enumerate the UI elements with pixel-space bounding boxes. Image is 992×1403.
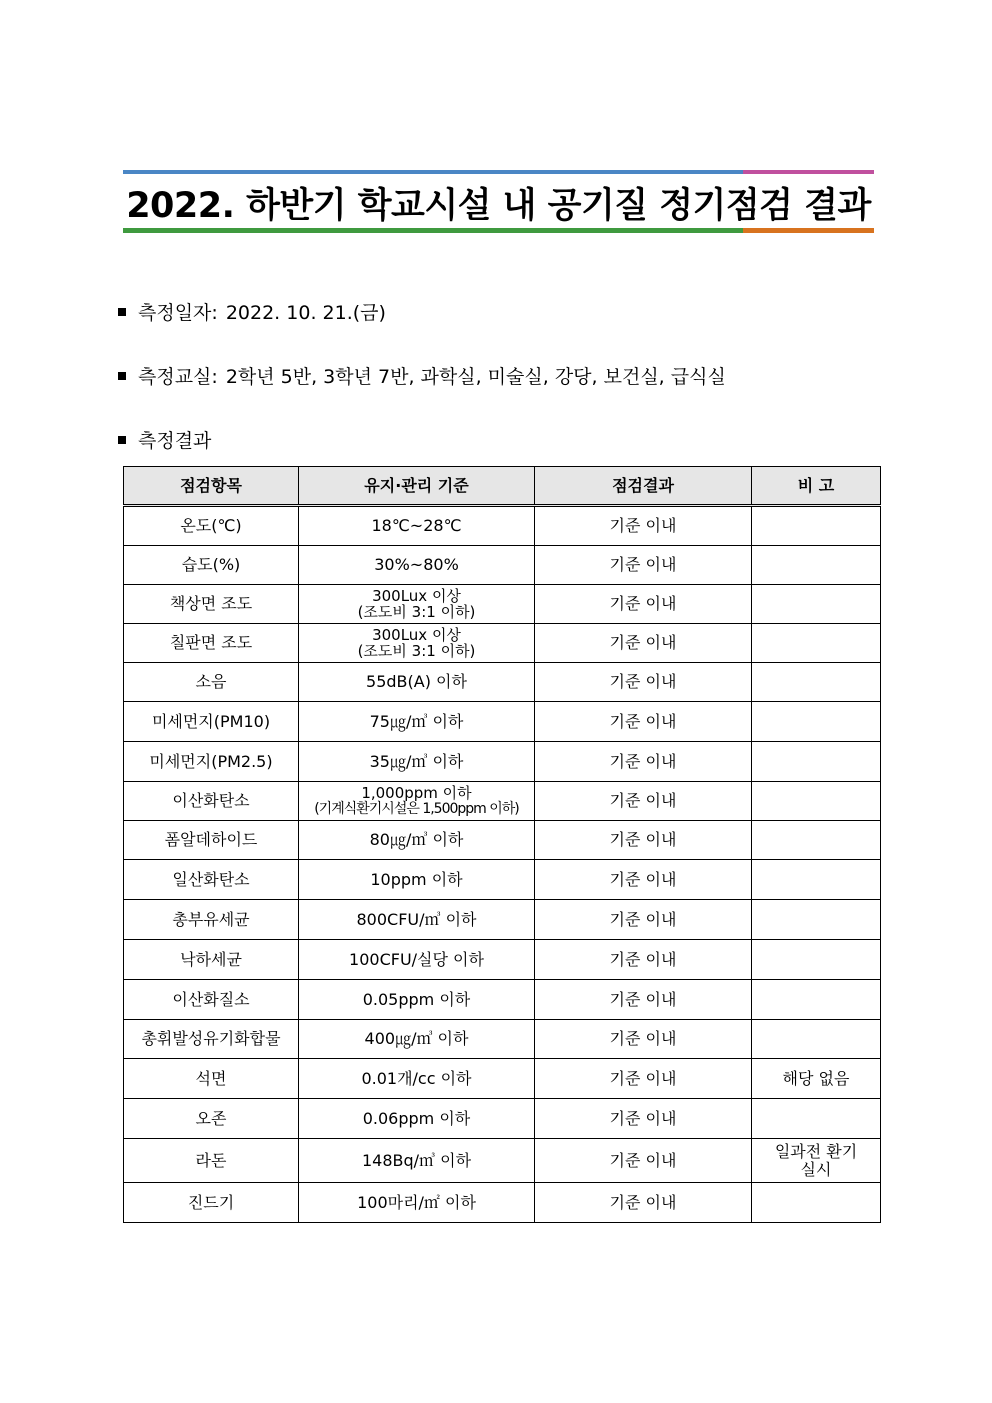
standard-cell (299, 663, 535, 702)
result-cell (535, 1139, 752, 1183)
standard-cell (299, 980, 535, 1020)
result-text: 기준 이내 (609, 516, 677, 536)
standard-subtext: (조도비 3:1 이하) (357, 642, 476, 660)
standard-text: 55dB(A) 이하 (366, 672, 467, 692)
item-text: 소음 (195, 672, 227, 692)
note-cell (752, 980, 881, 1020)
item-cell (124, 821, 299, 860)
item-text: 습도(%) (181, 555, 241, 575)
item-cell (124, 663, 299, 702)
standard-text: 10ppm 이하 (370, 869, 463, 889)
item-text: 라돈 (195, 1150, 227, 1170)
item-cell (124, 860, 299, 900)
item-cell (124, 742, 299, 782)
result-text: 기준 이내 (609, 751, 677, 771)
standard-cell (299, 624, 535, 663)
standard-text: 100CFU/실당 이하 (349, 949, 484, 969)
result-cell (535, 860, 752, 900)
result-text: 기준 이내 (609, 1150, 677, 1170)
header-item: 점검항목 (124, 467, 299, 506)
top-bar-blue (123, 170, 743, 174)
table-row (124, 663, 881, 702)
item-text: 폼알데하이드 (164, 830, 258, 850)
standard-text: 400㎍/㎥ 이하 (364, 1029, 469, 1049)
standard-text: 800CFU/㎥ 이하 (356, 909, 477, 929)
item-cell (124, 585, 299, 624)
standard-text: 30%~80% (374, 555, 459, 575)
result-text: 기준 이내 (609, 555, 677, 575)
note-cell (752, 546, 881, 585)
result-cell (535, 782, 752, 821)
standard-cell (299, 742, 535, 782)
header-standard: 유지·관리 기준 (299, 467, 535, 506)
note-cell (752, 1139, 881, 1183)
result-cell (535, 506, 752, 546)
item-text: 미세먼지(PM10) (151, 711, 271, 731)
top-bar-magenta (743, 170, 874, 174)
result-text: 기준 이내 (609, 594, 677, 614)
standard-text: 35㎍/㎥ 이하 (369, 751, 464, 771)
standard-text: 300Lux 이상 (372, 625, 461, 644)
table-row (124, 782, 881, 821)
standard-subtext: (기계식환기시설은 1,500ppm 이하) (314, 800, 519, 817)
item-text: 총휘발성유기화합물 (141, 1029, 281, 1049)
item-cell (124, 1059, 299, 1099)
note-cell (752, 585, 881, 624)
date-label: 측정일자: (138, 302, 218, 324)
table-row (124, 546, 881, 585)
table-row (124, 1059, 881, 1099)
note-text: 해당 없음 (782, 1068, 850, 1088)
title-top-bar (123, 170, 874, 174)
standard-cell (299, 782, 535, 821)
standard-cell (299, 1099, 535, 1139)
note-cell (752, 506, 881, 546)
item-cell (124, 940, 299, 980)
note-subtext: 실시 (800, 1159, 832, 1179)
result-cell (535, 980, 752, 1020)
item-cell (124, 702, 299, 742)
header-result: 점검결과 (535, 467, 752, 506)
table-header-row (124, 467, 881, 506)
standard-cell (299, 702, 535, 742)
item-text: 총부유세균 (172, 909, 250, 929)
result-cell (535, 1059, 752, 1099)
table-row (124, 742, 881, 782)
note-cell (752, 860, 881, 900)
result-text: 기준 이내 (609, 1108, 677, 1128)
result-text: 기준 이내 (609, 869, 677, 889)
item-cell (124, 1099, 299, 1139)
bottom-bar-orange (743, 228, 874, 233)
item-text: 진드기 (187, 1192, 235, 1212)
square-bullet-icon (118, 436, 126, 444)
standard-text: 0.01개/cc 이하 (361, 1068, 472, 1088)
result-cell (535, 1183, 752, 1223)
standard-text: 0.05ppm 이하 (362, 989, 471, 1009)
info-rooms (118, 362, 726, 389)
note-cell (752, 782, 881, 821)
result-text: 기준 이내 (609, 791, 677, 811)
title-block (123, 170, 874, 233)
note-cell (752, 1099, 881, 1139)
standard-text: 0.06ppm 이하 (362, 1108, 471, 1128)
result-cell (535, 940, 752, 980)
standard-text: 1,000ppm 이하 (361, 784, 472, 803)
note-cell (752, 702, 881, 742)
standard-cell (299, 1059, 535, 1099)
note-cell (752, 1020, 881, 1059)
item-text: 석면 (195, 1068, 227, 1088)
result-text: 기준 이내 (609, 633, 677, 653)
note-cell (752, 663, 881, 702)
table-row (124, 900, 881, 940)
item-text: 책상면 조도 (169, 594, 253, 614)
standard-text: 100마리/㎡ 이하 (357, 1192, 476, 1212)
item-cell (124, 546, 299, 585)
info-result (118, 426, 211, 453)
title-bottom-bar (123, 228, 874, 233)
item-text: 낙하세균 (180, 949, 242, 969)
standard-text: 300Lux 이상 (372, 586, 461, 605)
table-row (124, 821, 881, 860)
item-text: 일산화탄소 (172, 869, 250, 889)
table-row (124, 624, 881, 663)
item-cell (124, 900, 299, 940)
note-cell (752, 940, 881, 980)
square-bullet-icon (118, 372, 126, 380)
page-title: 2022. 하반기 학교시설 내 공기질 정기점검 결과 (126, 186, 871, 226)
result-text: 기준 이내 (609, 1029, 677, 1049)
note-cell (752, 624, 881, 663)
result-cell (535, 624, 752, 663)
result-cell (535, 663, 752, 702)
square-bullet-icon (118, 308, 126, 316)
item-cell (124, 1020, 299, 1059)
result-text: 기준 이내 (609, 1068, 677, 1088)
item-text: 미세먼지(PM2.5) (149, 751, 273, 771)
date-value: 2022. 10. 21.(금) (225, 302, 386, 324)
result-cell (535, 546, 752, 585)
result-text: 기준 이내 (609, 830, 677, 850)
standard-cell (299, 900, 535, 940)
rooms-value: 2학년 5반, 3학년 7반, 과학실, 미술실, 강당, 보건실, 급식실 (225, 366, 726, 388)
result-text: 기준 이내 (609, 909, 677, 929)
item-cell (124, 624, 299, 663)
note-cell (752, 900, 881, 940)
table-row (124, 860, 881, 900)
item-cell (124, 1139, 299, 1183)
standard-cell (299, 860, 535, 900)
note-cell (752, 742, 881, 782)
item-text: 칠판면 조도 (169, 633, 253, 653)
result-text: 기준 이내 (609, 1192, 677, 1212)
result-cell (535, 900, 752, 940)
table-row (124, 506, 881, 546)
item-cell (124, 782, 299, 821)
result-label: 측정결과 (138, 430, 212, 452)
results-table (123, 466, 881, 1223)
result-cell (535, 742, 752, 782)
standard-cell (299, 1020, 535, 1059)
item-text: 온도(℃) (180, 516, 242, 536)
table-row (124, 1020, 881, 1059)
standard-cell (299, 546, 535, 585)
note-cell (752, 821, 881, 860)
result-cell (535, 702, 752, 742)
table-row (124, 702, 881, 742)
item-text: 이산화탄소 (172, 791, 250, 811)
item-cell (124, 980, 299, 1020)
note-cell (752, 1183, 881, 1223)
item-text: 이산화질소 (172, 989, 250, 1009)
result-cell (535, 821, 752, 860)
table-row (124, 585, 881, 624)
standard-cell (299, 506, 535, 546)
item-cell (124, 506, 299, 546)
table-row (124, 1183, 881, 1223)
table-row (124, 1139, 881, 1183)
standard-text: 80㎍/㎥ 이하 (369, 830, 464, 850)
result-cell (535, 585, 752, 624)
bottom-bar-green (123, 228, 743, 233)
table-row (124, 1099, 881, 1139)
standard-cell (299, 1139, 535, 1183)
standard-cell (299, 940, 535, 980)
standard-text: 75㎍/㎥ 이하 (369, 711, 464, 731)
note-cell (752, 1059, 881, 1099)
result-cell (535, 1099, 752, 1139)
standard-text: 148Bq/㎥ 이하 (361, 1150, 472, 1170)
item-text: 오존 (195, 1108, 227, 1128)
result-cell (535, 1020, 752, 1059)
item-cell (124, 1183, 299, 1223)
info-date (118, 298, 386, 325)
standard-cell (299, 585, 535, 624)
result-text: 기준 이내 (609, 672, 677, 692)
standard-text: 18℃~28℃ (371, 516, 462, 536)
result-text: 기준 이내 (609, 949, 677, 969)
table-row (124, 940, 881, 980)
standard-cell (299, 821, 535, 860)
header-note: 비 고 (752, 467, 881, 506)
standard-subtext: (조도비 3:1 이하) (357, 603, 476, 621)
rooms-label: 측정교실: (138, 366, 218, 388)
result-text: 기준 이내 (609, 711, 677, 731)
note-text: 일과전 환기 (774, 1141, 858, 1161)
standard-cell (299, 1183, 535, 1223)
table-row (124, 980, 881, 1020)
result-text: 기준 이내 (609, 989, 677, 1009)
